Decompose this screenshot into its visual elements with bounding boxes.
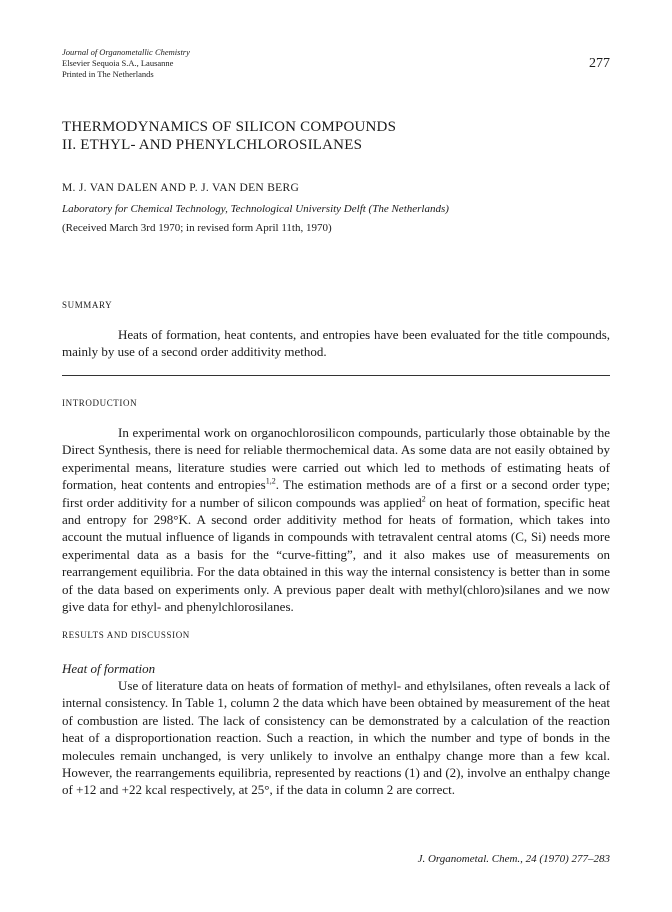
title-line-2: II. ETHYL- AND PHENYLCHLOROSILANES: [62, 137, 363, 153]
introduction-paragraph: [62, 424, 610, 615]
results-text: Use of literature data on heats of formation of methyl- and ethylsilanes, often reveals a lack of internal consistency. In Table 1, column 2 the data which have been obtained by measurement of the heat of combustion are listed. The lack of consistency can be demonstrated by a calculation of the reaction heat of a disproportionation reaction. Such a reaction, in which the number and type of bonds in the molecules remain unchanged, is very unlikely to involve an enthalpy change more than a few kcal. However, the rearrangements equilibria, represented by reactions (1) and (2), involve an enthalpy change of +12 and +22 kcal respectively, at 25°, if the data in column 2 are correct.: [62, 678, 610, 798]
page-number: 277: [589, 56, 610, 71]
introduction-heading: INTRODUCTION: [62, 398, 138, 408]
divider-rule: [62, 375, 610, 376]
summary-text: Heats of formation, heat contents, and entropies have been evaluated for the title compounds, mainly by use of a second order additivity method.: [62, 327, 610, 360]
results-paragraph: [62, 677, 610, 799]
paper-title: [62, 118, 396, 154]
journal-name: Journal of Organometallic Chemistry: [62, 47, 190, 57]
intro-text-part-3: on heat of formation, specific heat and entropy for 298°K. A second order additivity method for heats of formation, which takes into account the mutual influence of ligands in compounds with tetravalent central atoms (C, Si) needs more experimental data as a basis for the “curve-fitting”, and it also makes use of measurements on rearrangement equilibria. For the data obtained in this way the internal consistency is better than in some of the data based on experiments only. A previous paper dealt with methyl(chloro)silanes and we now give data for ethyl- and phenylchlorosilanes.: [62, 494, 610, 615]
journal-citation-footer: J. Organometal. Chem., 24 (1970) 277–283: [417, 853, 610, 865]
received-date: (Received March 3rd 1970; in revised form April 11th, 1970): [62, 222, 332, 234]
title-line-1: THERMODYNAMICS OF SILICON COMPOUNDS: [62, 119, 397, 135]
reference-2: 2: [421, 494, 426, 504]
intro-text-part-2: . The estimation methods are of a first or a second order type; first order additivity for a number of silicon compounds was applied: [62, 477, 610, 510]
summary-paragraph: [62, 326, 610, 361]
results-heading: RESULTS AND DISCUSSION: [62, 630, 190, 640]
heat-of-formation-subheading: Heat of formation: [62, 661, 156, 676]
intro-text-part-1: In experimental work on organochlorosilicon compounds, particularly those obtainable by the Direct Synthesis, there is need for reliable thermochemical data. As some data are not easily obtained by experimental means, literature studies were carried out which led to methods of estimating heats of formation, heat contents and entropies: [62, 425, 610, 493]
affiliation: Laboratory for Chemical Technology, Technological University Delft (The Netherlands): [62, 203, 449, 215]
authors: M. J. VAN DALEN AND P. J. VAN DEN BERG: [62, 182, 300, 194]
introduction-text: [62, 424, 610, 615]
summary-heading: SUMMARY: [62, 300, 113, 310]
journal-header: [62, 47, 190, 80]
publisher: Elsevier Sequoia S.A., Lausanne: [62, 58, 174, 68]
reference-1-2: 1,2: [265, 476, 276, 486]
printed-in: Printed in The Netherlands: [62, 69, 154, 79]
